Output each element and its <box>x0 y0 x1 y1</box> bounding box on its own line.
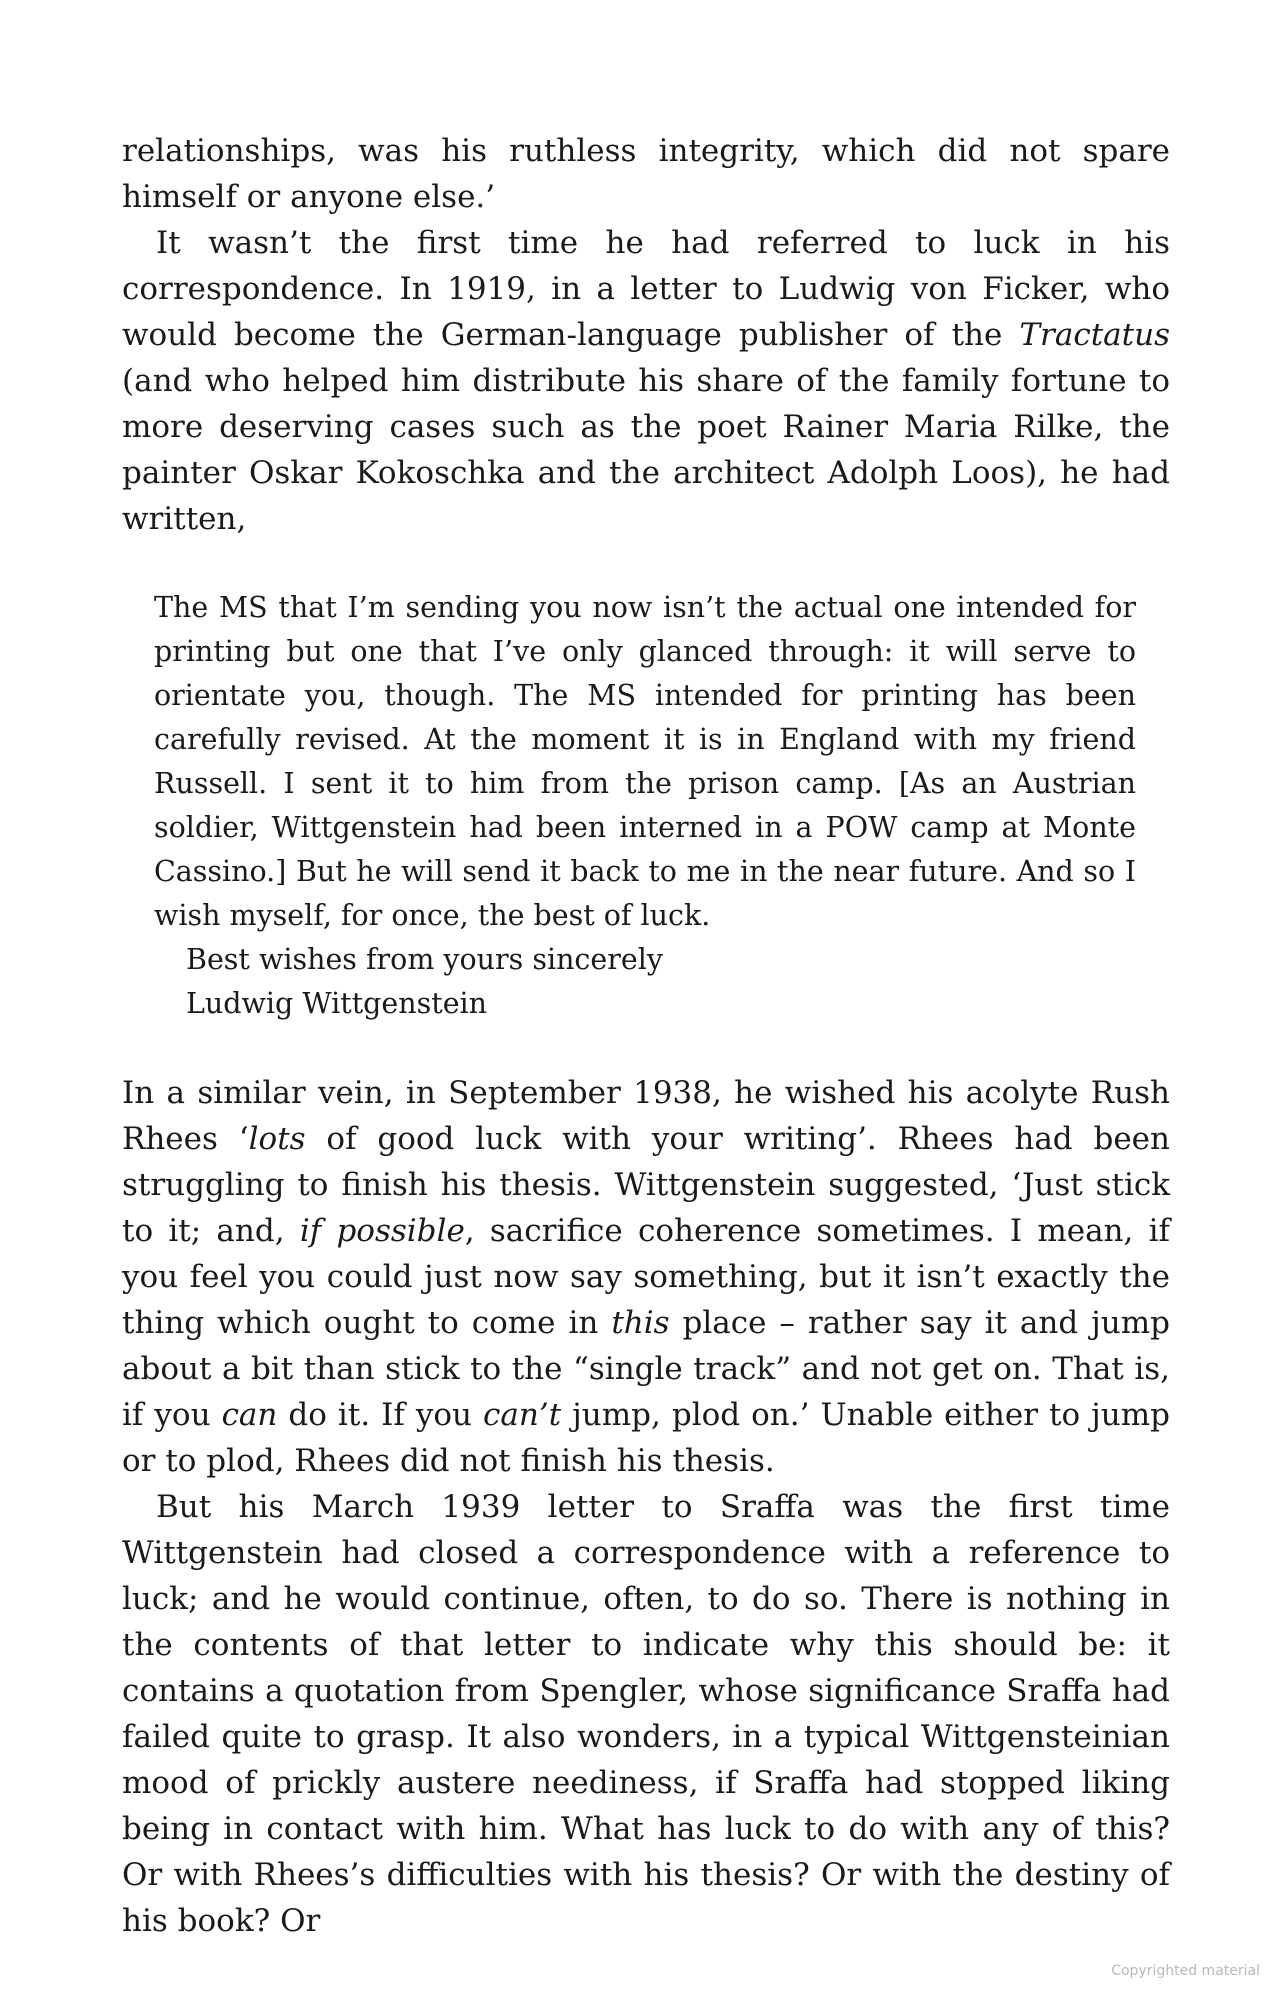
paragraph-1: relationships, was his ruthless integrity, which did not spare himself or anyone else.’ <box>122 133 1170 215</box>
copyright-watermark: Copyrighted material <box>1111 1963 1260 1979</box>
italic-cant: can’t <box>483 1397 562 1433</box>
italic-lots: lots <box>248 1121 306 1157</box>
quote-body: The MS that I’m sending you now isn’t the actual one intended for printing but one that I’ve only glanced through: it will serve to orientate you, though. The MS intended for printing has been carefully revised. At the moment it is in England with my friend Russell. I sent it to him from the prison camp. [As an Austrian soldier, Wittgenstein had been interned in a POW camp at Monte Cassino.] But he will send it back to me in the near future. And so I wish myself, for once, the best of luck. <box>154 591 1136 932</box>
paragraph-3: In a similar vein, in September 1938, he wished his acolyte Rush Rhees ‘lots of good luck with your writing’. Rhees had been struggling to finish his thesis. Wittgenstein suggested, ‘Just stick to it; and, if possible, sacrifice coherence sometimes. I mean, if you feel you could just now say something, but it isn’t exactly the thing which ought to come in this place – rather say it and jump about a bit than stick to the “single track” and not get on. That is, if you can do it. If you can’t jump, plod on.’ Unable either to jump or to plod, Rhees did not finish his thesis. <box>122 1075 1171 1479</box>
italic-can: can <box>221 1397 278 1433</box>
italic-this: this <box>611 1305 670 1341</box>
paragraph-2: It wasn’t the first time he had referred to luck in his correspondence. In 1919, in a letter to Ludwig von Ficker, who would become the German-language publisher of the Tractatus (and who helped him distribute his share of the family fortune to more deserving cases such as the poet Rainer Maria Rilke, the painter Oskar Kokoschka and the architect Adolph Loos), he had written, <box>122 225 1170 537</box>
quote-signature: Ludwig Wittgenstein <box>186 987 488 1020</box>
quote-closing: Best wishes from yours sincerely <box>186 943 663 976</box>
paragraph-4: But his March 1939 letter to Sraffa was the first time Wittgenstein had closed a correspondence with a reference to luck; and he would continue, often, to do so. There is nothing in the contents of that letter to indicate why this should be: it contains a quotation from Spengler, whose significance Sraffa had failed quite to grasp. It also wonders, in a typical Wittgensteinian mood of prickly austere neediness, if Sraffa had stopped liking being in contact with him. What has luck to do with any of this? Or with Rhees’s difficulties with his thesis? Or with the destiny of his book? Or <box>122 1489 1170 1939</box>
book-title-italic: Tractatus <box>1019 317 1170 353</box>
block-quote <box>154 586 1136 1026</box>
italic-if-possible: if possible <box>299 1213 465 1249</box>
page-content <box>122 128 1170 1944</box>
